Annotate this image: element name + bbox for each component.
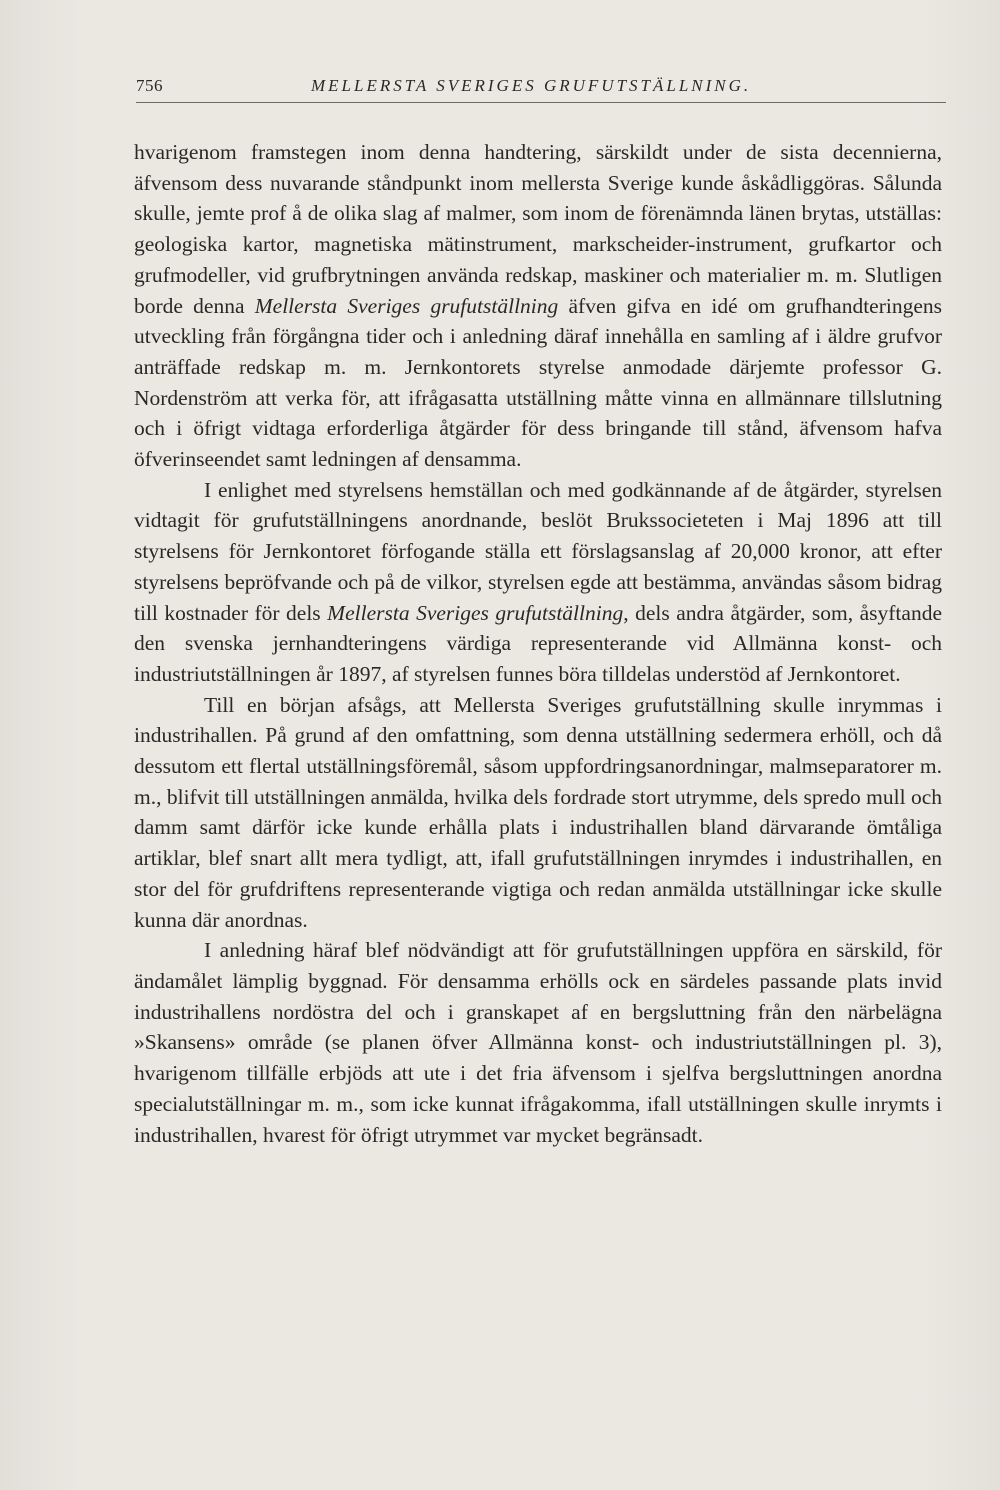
text-segment: Till en början afsågs, att Mellersta Sveriges grufutställning skulle inrymmas i industrihallen. På grund af den omfattning, som denna utställning sedermera erhöll, och då dessutom ett flertal utställningsföremål, såsom uppfordringsanordningar, malmseparatorer m. m., blifvit till utställningen anmälda, hvilka dels fordrade stort utrymme, dels spredo mull och damm samt därför icke kunde erhålla plats i industrihallen bland därvarande ömtåliga artiklar, blef snart allt mera tydligt, att, ifall grufutställningen inrymdes i industrihallen, en stor del för grufdriftens representerande vigtiga och redan anmälda utställningar icke skulle kunna där anordnas. (134, 692, 942, 932)
paragraph (134, 935, 942, 1150)
italic-title: Mellersta Sveriges grufutställning (327, 600, 624, 625)
body-text (134, 137, 942, 1150)
text-segment: hvarigenom framstegen inom denna handtering, särskildt under de sista decennierna, äfvensom dess nuvarande ståndpunkt inom mellersta Sverige kunde åskådliggöras. Sålunda skulle, jemte prof å de olika slag af malmer, som inom de förenämnda länen brytas, utställas: geologiska kartor, magnetiska mätinstrument, markscheider-instrument, grufkartor och grufmodeller, vid grufbrytningen använda redskap, maskiner och materialier m. m. Slutligen borde denna (134, 140, 942, 318)
paragraph (134, 690, 942, 936)
page-number: 756 (136, 76, 163, 95)
italic-title: Mellersta Sveriges grufutställning (254, 293, 559, 318)
page-header (136, 72, 946, 103)
paragraph (134, 137, 942, 475)
text-segment: I enlighet med styrelsens hemställan och med godkännande af de åtgärder, styrelsen vidtagit för grufutställningens anordnande, beslöt Brukssocieteten i Maj 1896 att till styrelsens för Jernkontoret förfogande ställa ett förslagsanslag af 20,000 kronor, att efter styrelsens bepröfvande och på de vilkor, styrelsen egde att bestämma, användas såsom bidrag till kostnader för dels (134, 477, 942, 625)
paragraph (134, 475, 942, 690)
text-segment: , dels andra åtgärder, som, åsyftande den svenska jernhandteringens värdiga representerande vid Allmänna konst- och industriutställningen år 1897, af styrelsen funnes böra tilldelas understöd af Jernkontoret. (134, 600, 942, 686)
text-segment: äfven gifva en idé om grufhandteringens utveckling från förgångna tider och i anledning däraf innehålla en samling af i äldre grufvor anträffade redskap m. m. Jernkontorets styrelse anmodade därjemte professor G. Nordenström att verka för, att ifrågasatta utställning måtte vinna en allmännare tillslutning och i öfrigt vidtaga erforderliga åtgärder för dess bringande till stånd, äfvensom hafva öfverinseendet samt ledningen af densamma. (134, 293, 942, 472)
running-title: MELLERSTA SVERIGES GRUFUTSTÄLLNING. (311, 76, 752, 95)
text-segment: I anledning häraf blef nödvändigt att för grufutställningen uppföra en särskild, för ändamålet lämplig byggnad. För densamma erhölls ock en särdeles passande plats invid industrihallens nordöstra del och i granskapet af en bergsluttning från den närbelägna »Skansens» område (se planen öfver Allmänna konst- och industriutställningen pl. 3), hvarigenom tillfälle erbjöds att ute i det fria äfvensom i sjelfva bergsluttningen anordna specialutställningar m. m., som icke kunnat ifrågakomma, ifall utställningen skulle inrymts i industrihallen, hvarest för öfrigt utrymmet var mycket begränsadt. (134, 938, 942, 1147)
